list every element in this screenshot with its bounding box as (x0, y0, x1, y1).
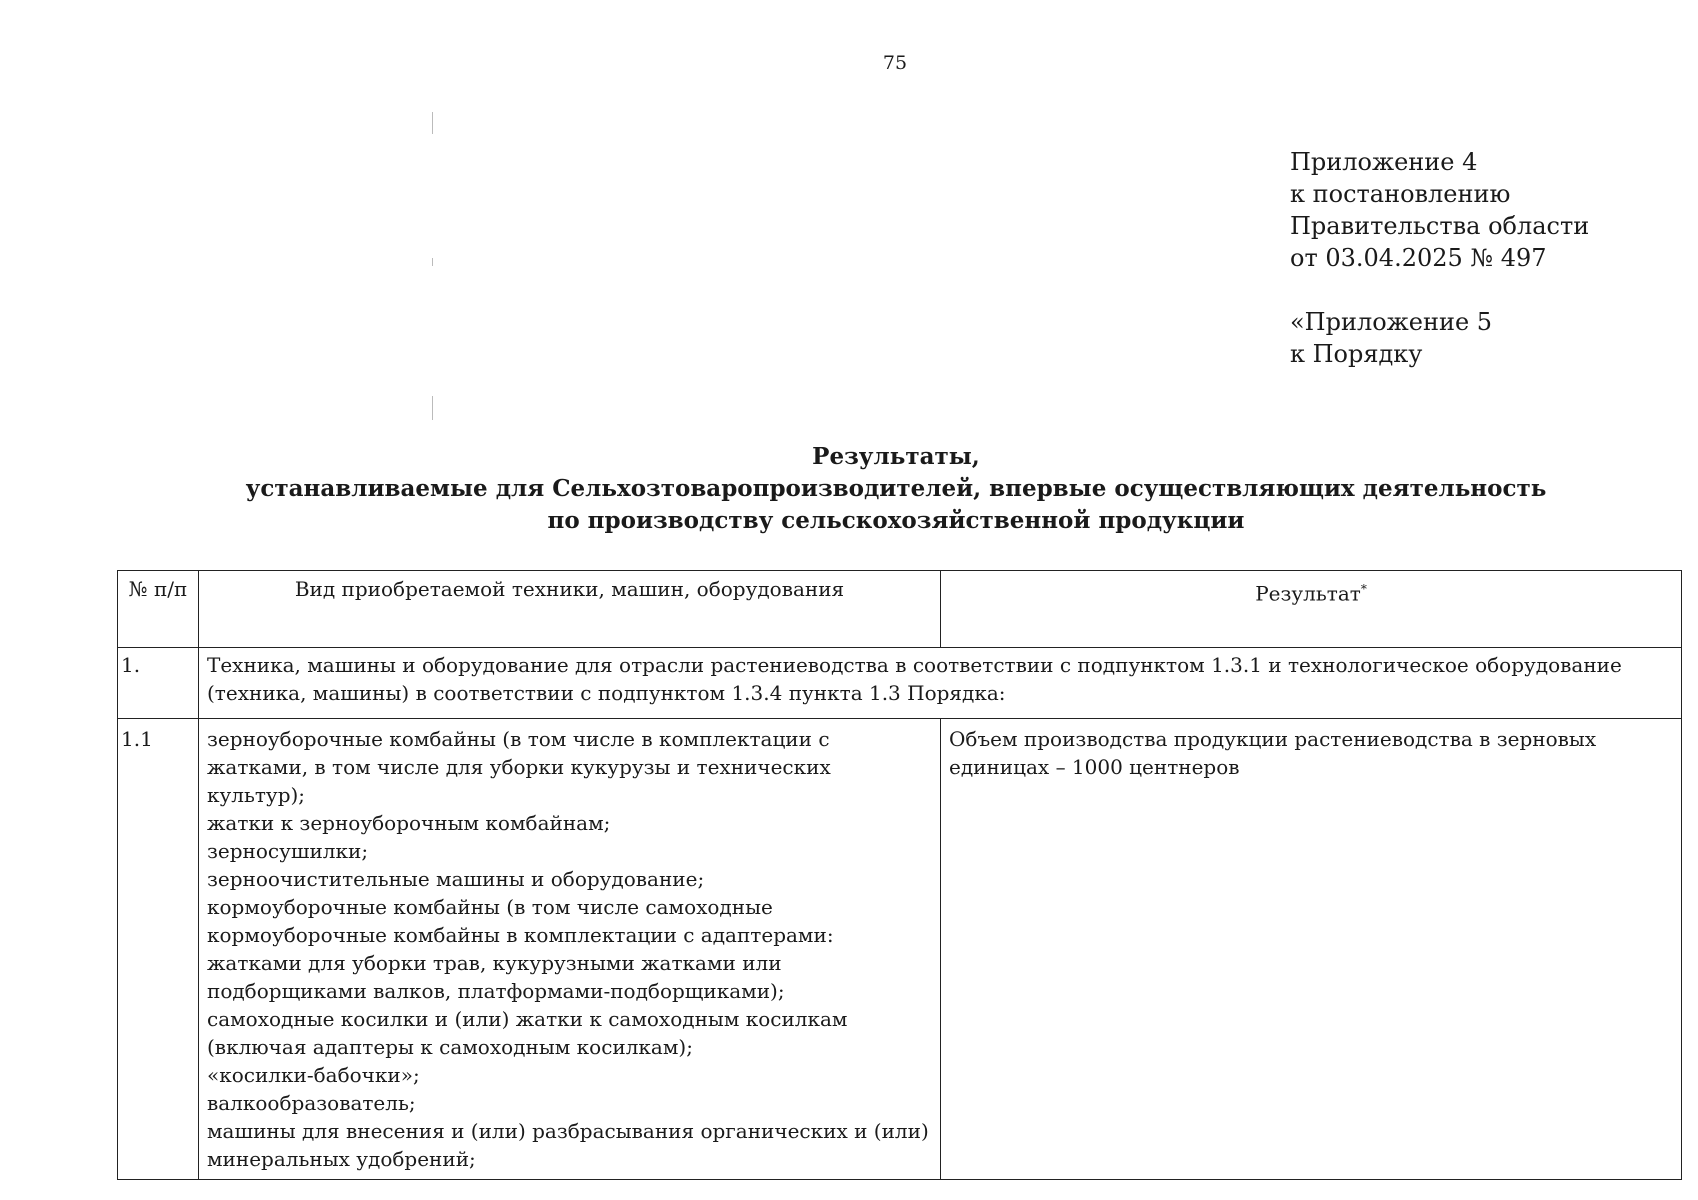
list-item: зерноуборочные комбайны (в том числе в комплектации с жатками, в том числе для уборки кукурузы и технических культур); (207, 727, 831, 807)
table-header-row (118, 571, 1682, 648)
header-result (941, 571, 1682, 648)
title-line: устанавливаемые для Сельхозтоваропроизводителей, впервые осуществляющих деятельность (245, 475, 1547, 502)
header-type: Вид приобретаемой техники, машин, оборудования (199, 571, 941, 648)
appendix-reference (1290, 146, 1589, 370)
list-item: зерноочистительные машины и оборудование; (207, 867, 705, 891)
row-num: 1.1 (118, 719, 199, 1180)
list-item: кормоуборочные комбайны (в том числе самоходные кормоуборочные комбайны в комплектации с адаптерами: жатками для уборки трав, кукурузными жатками или подборщиками валков, платформами-подборщиками); (207, 895, 834, 1003)
header-num: № п/п (118, 571, 199, 648)
list-item: «косилки-бабочки»; (207, 1063, 420, 1087)
appendix-line: к Порядку (1290, 340, 1423, 368)
appendix-line: к постановлению (1290, 180, 1511, 208)
row-items (199, 719, 941, 1180)
title-line: Результаты, (812, 443, 980, 470)
footnote-mark: * (1360, 582, 1367, 596)
scan-artifact (432, 396, 433, 420)
results-table (117, 570, 1682, 1180)
appendix-line: Приложение 4 (1290, 148, 1478, 176)
section-row (118, 648, 1682, 719)
list-item: машины для внесения и (или) разбрасывания органических и (или) минеральных удобрений; (207, 1119, 929, 1171)
appendix-line: от 03.04.2025 № 497 (1290, 244, 1547, 272)
title-line: по производству сельскохозяйственной продукции (547, 507, 1245, 534)
list-item: самоходные косилки и (или) жатки к самоходным косилкам (включая адаптеры к самоходным косилкам); (207, 1007, 848, 1059)
page-number: 75 (882, 52, 908, 74)
document-title (0, 441, 1698, 537)
appendix-gap (1290, 274, 1589, 306)
list-item: валкообразователь; (207, 1091, 416, 1115)
list-item: зерносушилки; (207, 839, 369, 863)
appendix-line: Правительства области (1290, 212, 1590, 240)
table-row (118, 719, 1682, 1180)
scan-artifact (432, 258, 433, 266)
row-result: Объем производства продукции растениеводства в зерновых единицах – 1000 центнеров (941, 719, 1682, 1180)
scan-artifact (432, 112, 433, 134)
header-result-label: Результат (1255, 581, 1361, 606)
section-text: Техника, машины и оборудование для отрасли растениеводства в соответствии с подпунктом 1.3.1 и технологическое оборудование (техника, машины) в соответствии с подпунктом 1.3.4 пункта 1.3 Порядка: (199, 648, 1682, 719)
list-item: жатки к зерноуборочным комбайнам; (207, 811, 611, 835)
appendix-line: «Приложение 5 (1290, 308, 1493, 336)
section-num: 1. (118, 648, 199, 719)
